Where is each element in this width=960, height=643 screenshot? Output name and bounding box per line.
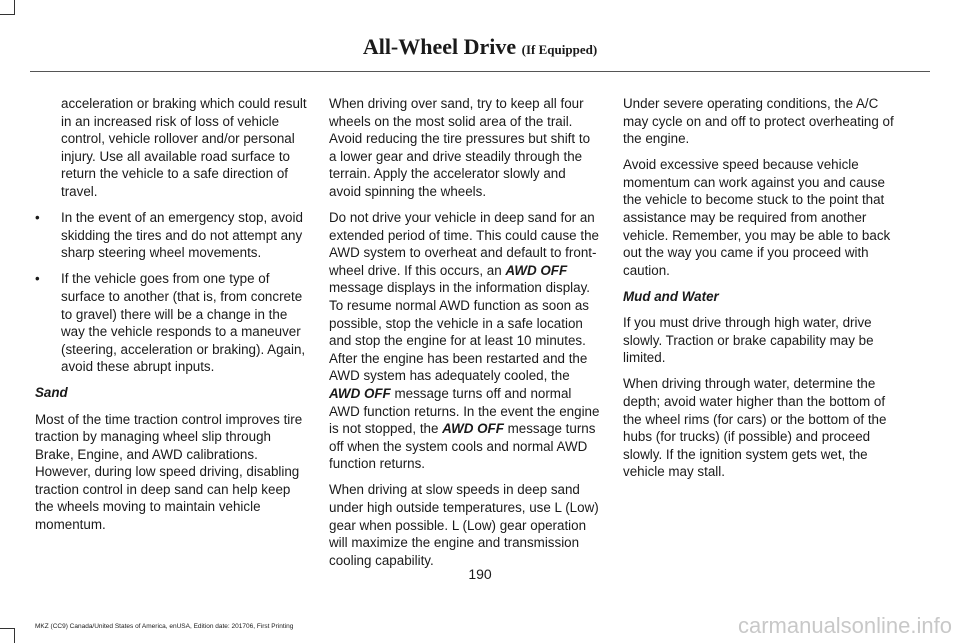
bullet-symbol: • bbox=[35, 210, 40, 226]
page-title-subtitle: (If Equipped) bbox=[521, 42, 598, 57]
speed-paragraph: Avoid excessive speed because vehicle momentum can work against you and cause the vehicle to become stuck to the point that assistance may be required from another vehicle. Remember, you may be able to back out the way you came if you proceed with caution. bbox=[623, 157, 891, 278]
page-title-main: All-Wheel Drive bbox=[362, 34, 517, 59]
text-run: Do not drive your vehicle in deep sand for an extended period of time. This could cause the AWD system to overheat and default to front-wheel drive. If this occurs, an bbox=[329, 210, 599, 278]
intro-paragraph: acceleration or braking which could result in an increased risk of loss of vehicle control, vehicle rollover and/or personal injury. Use all available road surface to return the vehicle to a safe direction of travel. bbox=[61, 96, 307, 199]
crop-mark-top-left bbox=[0, 0, 15, 15]
bullet-item bbox=[35, 209, 307, 262]
awd-off-paragraph bbox=[329, 209, 601, 473]
awd-off-message: AWD OFF bbox=[505, 262, 568, 278]
bullet-item bbox=[35, 270, 307, 376]
low-gear-paragraph: When driving at slow speeds in deep sand under high outside temperatures, use L (Low) gear when possible. L (Low) gear operation will maximize the engine and transmission cooling capability. bbox=[329, 482, 599, 568]
awd-off-message: AWD OFF bbox=[442, 421, 504, 437]
watermark: carmanualsonline.info bbox=[737, 613, 952, 638]
page-title bbox=[0, 34, 960, 60]
text-run: message displays in the information display. To resume normal AWD function as soon as possible, stop the vehicle in a safe location and stop the engine for at least 10 minutes. After the engine has been restarted and the AWD system has adequately cooled, the bbox=[329, 280, 590, 384]
high-water-paragraph: If you must drive through high water, drive slowly. Traction or brake capability may be limited. bbox=[623, 315, 874, 366]
bullet-text: If the vehicle goes from one type of surface to another (that is, from concrete to gravel) there will be a change in the way the vehicle responds to a maneuver (steering, acceleration or braking). Again, avoid these abrupt inputs. bbox=[61, 271, 306, 375]
water-depth-paragraph: When driving through water, determine the depth; avoid water higher than the bottom of the wheel rims (for cars) or the bottom of the hubs (for trucks) (if possible) and proceed slowly. If the ignition system gets wet, the vehicle may stall. bbox=[623, 376, 887, 480]
column-left bbox=[35, 95, 307, 542]
column-middle bbox=[329, 95, 601, 578]
bullet-symbol: • bbox=[35, 271, 40, 287]
page-number: 190 bbox=[468, 566, 492, 582]
ac-paragraph: Under severe operating conditions, the A/C may cycle on and off to protect overheating of the engine. bbox=[623, 96, 894, 147]
mud-water-heading: Mud and Water bbox=[623, 288, 719, 304]
awd-off-message: AWD OFF bbox=[329, 386, 391, 401]
sand-driving-paragraph: When driving over sand, try to keep all four wheels on the most solid area of the trail. Avoid reducing the tire pressures but shift to a lower gear and drive steadily through the terrain. Apply the accelerator slowly and avoid spinning the wheels. bbox=[329, 96, 591, 199]
column-right bbox=[623, 95, 895, 489]
sand-heading: Sand bbox=[35, 385, 68, 401]
crop-mark-bottom-left bbox=[0, 628, 15, 643]
header-divider bbox=[30, 71, 930, 72]
text-run: message turns off and normal AWD function returns. In the event the engine is not stopped, the bbox=[329, 386, 600, 437]
text-run: message turns off when the system cools and normal AWD function returns. bbox=[329, 421, 596, 472]
footer-edition: MKZ (CC9) Canada/United States of America, enUSA, Edition date: 201706, First Printing bbox=[35, 623, 294, 630]
bullet-text: In the event of an emergency stop, avoid skidding the tires and do not attempt any sharp steering wheel movements. bbox=[61, 210, 303, 261]
sand-paragraph: Most of the time traction control improves tire traction by managing wheel slip through Brake, Engine, and AWD calibrations. However, during low speed driving, disabling traction control in deep sand can help keep the wheels moving to maintain vehicle momentum. bbox=[35, 411, 303, 533]
